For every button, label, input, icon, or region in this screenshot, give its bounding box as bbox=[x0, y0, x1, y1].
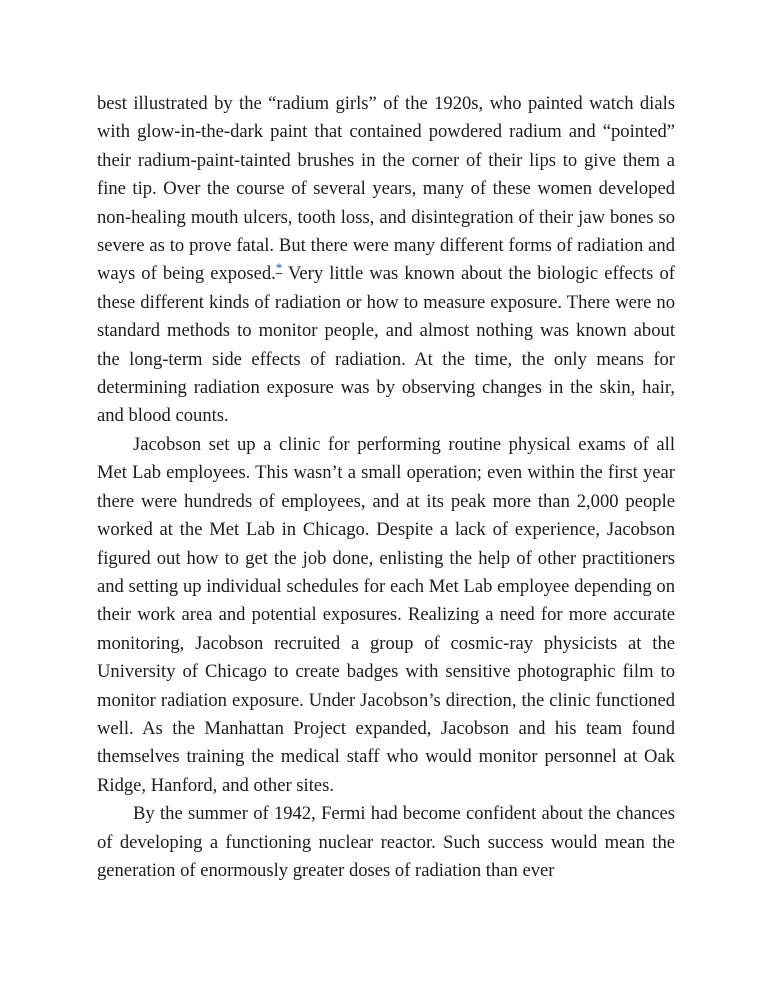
paragraph-fermi-reactor: By the summer of 1942, Fermi had become confident about the chances of developing a functioning nuclear reactor. Such success would mean the generation of enormously greater doses of radiation than ever bbox=[97, 803, 675, 881]
paragraph-radium-girls bbox=[97, 90, 675, 431]
paragraph-text: Very little was known about the biologic effects of these different kinds of radiation or how to measure exposure. There were no standard methods to monitor people, and almost nothing was known about the long-term side effects of radiation. At the time, the only means for determining radiation exposure was by observing changes in the skin, hair, and blood counts. bbox=[97, 263, 675, 427]
footnote-link[interactable]: * bbox=[275, 260, 283, 276]
page-body bbox=[97, 90, 675, 885]
paragraph-jacobson-clinic: Jacobson set up a clinic for performing routine physical exams of all Met Lab employees. This wasn’t a small operation; even within the first year there were hundreds of employees, and at its peak more than 2,000 people worked at the Met Lab in Chicago. Despite a lack of experience, Jacobson figured out how to get the job done, enlisting the help of other practitioners and setting up individual schedules for each Met Lab employee depending on their work area and potential exposures. Realizing a need for more accurate monitoring, Jacobson recruited a group of cosmic-ray physicists at the University of Chicago to create badges with sensitive photographic film to monitor radiation exposure. Under Jacobson’s direction, the clinic functioned well. As the Manhattan Project expanded, Jacobson and his team found themselves training the medical staff who would monitor personnel at Oak Ridge, Hanford, and other sites. bbox=[97, 433, 675, 796]
paragraph-text: best illustrated by the “radium girls” of the 1920s, who painted watch dials with glow-in-the-dark paint that contained powdered radium and “pointed” their radium-paint-tainted brushes in the corner of their lips to give them a fine tip. Over the course of several years, many of these women developed non-healing mouth ulcers, tooth loss, and disintegration of their jaw bones so severe as to prove fatal. But there were many different forms of radiation and ways of being exposed. bbox=[97, 93, 675, 285]
